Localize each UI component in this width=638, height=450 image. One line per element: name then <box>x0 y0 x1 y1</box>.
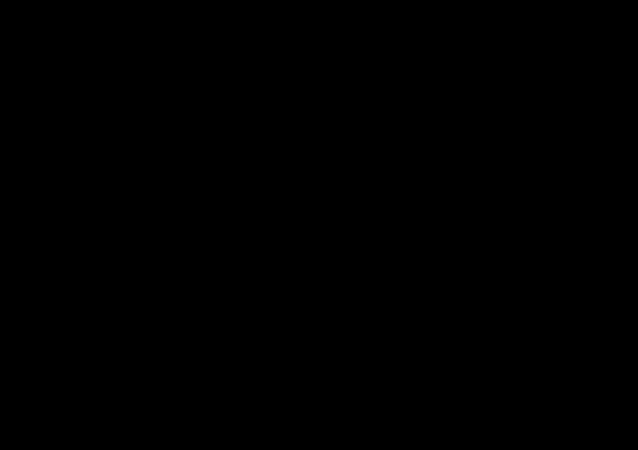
legal-notice <box>431 127 603 135</box>
branding <box>36 392 146 420</box>
sap-logo-icon <box>36 392 81 416</box>
